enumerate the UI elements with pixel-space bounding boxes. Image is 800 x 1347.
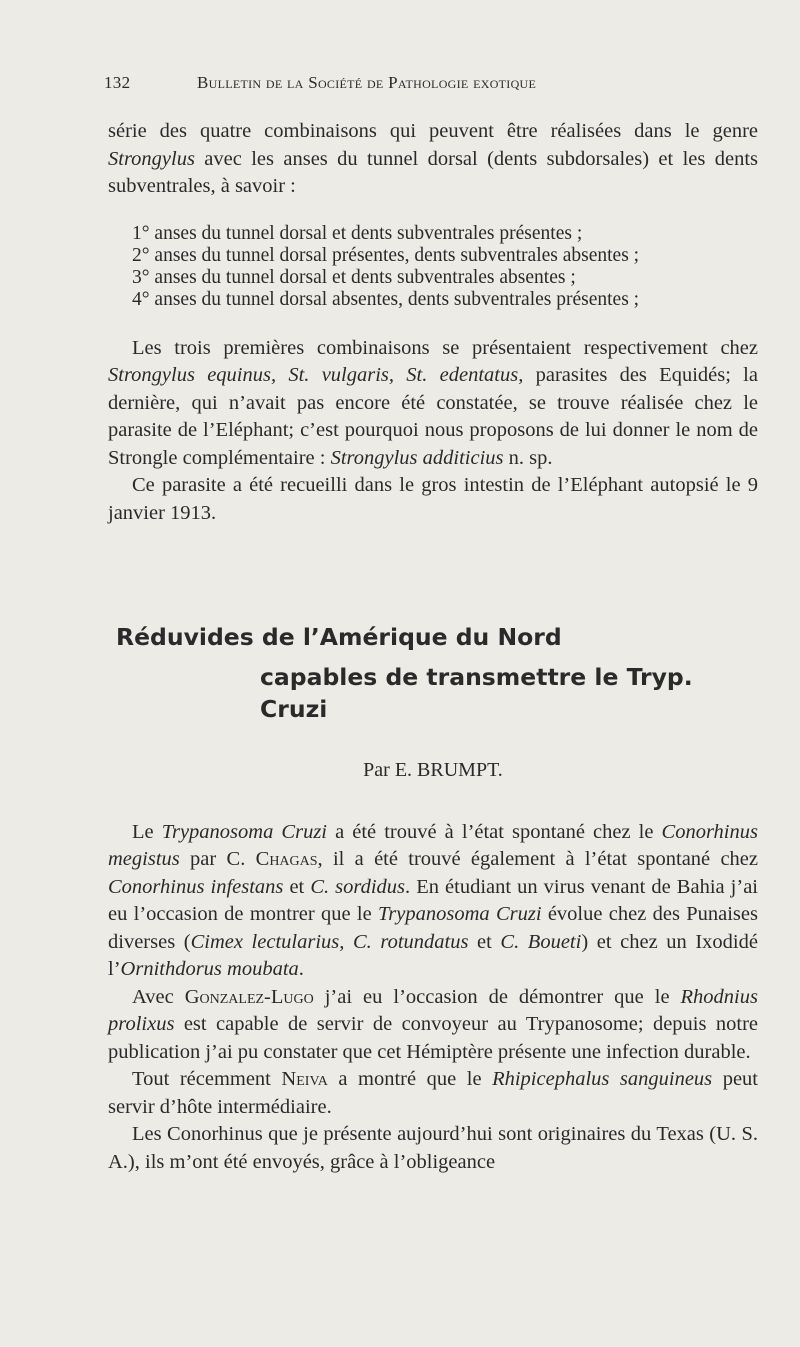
list-item: 3° anses du tunnel dorsal et dents subventrales absentes ; — [132, 266, 576, 288]
list-item: 1° anses du tunnel dorsal et dents subventrales présentes ; — [132, 222, 583, 244]
article-byline: Par E. BRUMPT. — [363, 759, 503, 781]
combination-list — [108, 223, 758, 311]
paragraph-combinations: Les trois premières combinaisons se présentaient respectivement chez Strongylus equinus, St. vulgaris, St. edentatus, parasites des Equidés; la dernière, qui n’avait pas encore été constatée, se trouve réalisée chez le parasite de l’Eléphant; c’est pourquoi nous proposons de lui donner le nom de Strongle complémentaire : Strongylus additicius n. sp. — [108, 336, 758, 469]
running-title: Bulletin de la Société de Pathologie exotique — [196, 73, 537, 92]
paragraph-specimen: Ce parasite a été recueilli dans le gros intestin de l’Eléphant autopsié le 9 janvier 1913. — [108, 474, 758, 524]
article-title-line2: capables de transmettre le Tryp. Cruzi — [260, 663, 693, 723]
paragraph-rhodnius: Avec Gonzalez-Lugo j’ai eu l’occasion de démontrer que le Rhodnius prolixus est capable de servir de convoyeur au Trypanosome; depuis notre publication j’ai pu constater que cet Hémiptère présente une infection durable. — [108, 985, 758, 1063]
paragraph-continuation: série des quatre combinaisons qui peuvent être réalisées dans le genre Strongylus avec les anses du tunnel dorsal (dents subdorsales) et les dents subventrales, à savoir : — [108, 120, 758, 197]
running-header — [104, 73, 536, 93]
page-body — [108, 118, 758, 1176]
paragraph-conorhinus: Les Conorhinus que je présente aujourd’hui sont originaires du Texas (U. S. A.), ils m’ont été envoyés, grâce à l’obligeance — [108, 1123, 758, 1173]
page-number: 132 — [104, 73, 131, 92]
paragraph-intro: Le Trypanosoma Cruzi a été trouvé à l’état spontané chez le Conorhinus megistus par C. Chagas, il a été trouvé également à l’état spontané chez Conorhinus infestans et C. sordidus. En étudiant un virus venant de Bahia j’ai eu l’occasion de montrer que le Trypanosoma Cruzi évolue chez des Punaises diverses (Cimex lectularius, C. rotundatus et C. Boueti) et chez un Ixodidé l’Ornithdorus moubata. — [108, 820, 758, 980]
article-title-line1: Réduvides de l’Amérique du Nord — [116, 623, 562, 651]
paragraph-neiva: Tout récemment Neiva a montré que le Rhipicephalus sanguineus peut servir d’hôte intermédiaire. — [108, 1068, 758, 1118]
list-item: 4° anses du tunnel dorsal absentes, dents subventrales présentes ; — [132, 288, 640, 310]
list-item: 2° anses du tunnel dorsal présentes, dents subventrales absentes ; — [132, 244, 640, 266]
